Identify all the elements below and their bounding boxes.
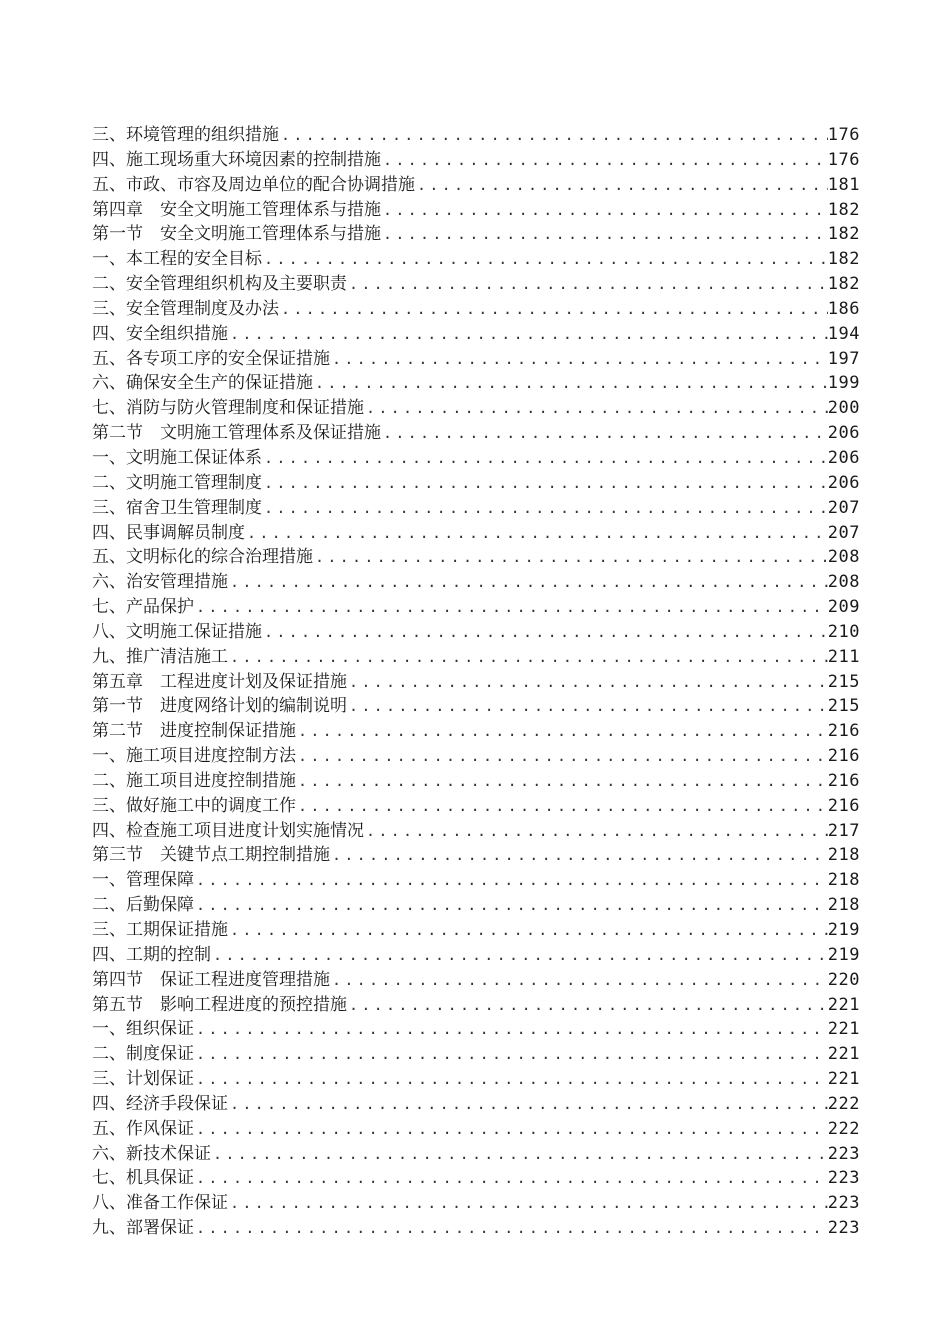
toc-entry-title: 六、确保安全生产的保证措施 [92,373,313,394]
toc-dot-leader [381,421,828,446]
toc-dot-leader [194,1166,828,1191]
toc-entry[interactable] [92,1216,860,1241]
toc-dot-leader [245,521,828,546]
toc-entry-page-number: 206 [827,423,860,444]
toc-entry-page-number: 217 [827,820,860,841]
toc-entry[interactable] [92,893,860,918]
toc-entry[interactable] [92,198,860,223]
toc-entry-title: 六、治安管理措施 [92,572,228,593]
toc-entry-page-number: 182 [827,249,860,270]
toc-dot-leader [279,123,828,148]
toc-entry-title: 七、消防与防火管理制度和保证措施 [92,398,364,419]
toc-entry[interactable] [92,1042,860,1067]
toc-entry-title: 五、市政、市容及周边单位的配合协调措施 [92,174,415,195]
toc-entry[interactable] [92,322,860,347]
toc-entry-page-number: 194 [827,323,860,344]
toc-entry-title: 一、组织保证 [92,1019,194,1040]
toc-entry[interactable] [92,446,860,471]
toc-entry-page-number: 176 [827,149,860,170]
toc-entry-title: 五、各专项工序的安全保证措施 [92,348,330,369]
toc-entry-title: 四、经济手段保证 [92,1093,228,1114]
toc-entry-title: 七、机具保证 [92,1168,194,1189]
toc-entry-page-number: 223 [827,1193,860,1214]
toc-entry-title: 八、文明施工保证措施 [92,621,262,642]
toc-entry[interactable] [92,471,860,496]
toc-dot-leader [313,371,828,396]
toc-entry-page-number: 218 [827,845,860,866]
toc-dot-leader [194,1017,828,1042]
toc-entry[interactable] [92,993,860,1018]
toc-entry-title: 二、安全管理组织机构及主要职责 [92,274,347,295]
toc-entry-page-number: 219 [827,944,860,965]
toc-entry[interactable] [92,1092,860,1117]
toc-dot-leader [330,347,828,372]
toc-entry[interactable] [92,396,860,421]
toc-entry[interactable] [92,1191,860,1216]
toc-entry-title: 第一节 安全文明施工管理体系与措施 [92,224,381,245]
toc-entry[interactable] [92,297,860,322]
toc-entry[interactable] [92,272,860,297]
toc-dot-leader [262,247,828,272]
toc-entry[interactable] [92,247,860,272]
toc-entry-page-number: 209 [827,597,860,618]
toc-dot-leader [194,1117,828,1142]
toc-entry-page-number: 223 [827,1143,860,1164]
toc-dot-leader [262,446,828,471]
toc-entry-page-number: 219 [827,920,860,940]
toc-entry[interactable] [92,521,860,546]
toc-entry[interactable] [92,595,860,620]
toc-entry-page-number: 223 [827,1218,860,1239]
toc-entry[interactable] [92,670,860,695]
toc-entry-title: 三、做好施工中的调度工作 [92,795,296,816]
toc-entry[interactable] [92,819,860,844]
toc-entry-page-number: 220 [827,969,860,990]
toc-entry-page-number: 215 [827,696,860,717]
toc-dot-leader [228,918,828,943]
toc-entry-page-number: 182 [827,199,860,220]
toc-entry-page-number: 181 [827,174,860,195]
toc-entry[interactable] [92,123,860,148]
toc-entry-page-number: 206 [827,447,860,468]
toc-dot-leader [228,570,828,595]
toc-dot-leader [262,496,828,521]
toc-entry-title: 一、管理保障 [92,870,194,891]
toc-entry-title: 七、产品保护 [92,597,194,618]
toc-entry-title: 二、文明施工管理制度 [92,472,262,493]
toc-dot-leader [296,769,828,794]
toc-entry-page-number: 208 [827,547,860,568]
toc-entry[interactable] [92,620,860,645]
toc-entry-page-number: 182 [827,274,860,295]
toc-entry-title: 第五节 影响工程进度的预控措施 [92,994,347,1015]
toc-entry-page-number: 197 [827,348,860,369]
toc-dot-leader [194,893,828,918]
toc-entry-title: 第一节 进度网络计划的编制说明 [92,696,347,717]
toc-entry-title: 三、工期保证措施 [92,920,228,940]
toc-entry-title: 四、检查施工项目进度计划实施情况 [92,820,364,841]
toc-dot-leader [347,993,828,1018]
toc-dot-leader [296,794,828,819]
toc-entry-title: 一、本工程的安全目标 [92,249,262,270]
toc-entry-page-number: 218 [827,870,860,891]
toc-entry-title: 三、环境管理的组织措施 [92,125,279,145]
toc-entry-title: 四、工期的控制 [92,944,211,965]
toc-entry[interactable] [92,1166,860,1191]
toc-entry[interactable] [92,222,860,247]
toc-entry-page-number: 207 [827,497,860,518]
toc-entry-title: 五、文明标化的综合治理措施 [92,547,313,568]
toc-dot-leader [228,322,828,347]
toc-entry[interactable] [92,148,860,173]
toc-entry[interactable] [92,744,860,769]
toc-entry-title: 九、推广清洁施工 [92,646,228,667]
toc-dot-leader [228,1092,828,1117]
toc-entry-title: 三、计划保证 [92,1069,194,1090]
toc-dot-leader [364,819,828,844]
toc-entry[interactable] [92,570,860,595]
toc-entry-page-number: 218 [827,895,860,916]
toc-dot-leader [194,1067,828,1092]
toc-entry[interactable] [92,918,860,943]
toc-dot-leader [194,1042,828,1067]
toc-dot-leader [330,968,828,993]
toc-dot-leader [347,272,828,297]
toc-entry-page-number: 186 [827,298,860,319]
toc-entry-page-number: 207 [827,522,860,543]
toc-entry-title: 二、制度保证 [92,1044,194,1065]
toc-entry[interactable] [92,694,860,719]
toc-entry-page-number: 222 [827,1118,860,1139]
toc-dot-leader [347,694,828,719]
toc-entry[interactable] [92,719,860,744]
toc-entry[interactable] [92,1067,860,1092]
toc-dot-leader [194,595,828,620]
toc-entry-title: 五、作风保证 [92,1118,194,1139]
toc-entry[interactable] [92,968,860,993]
toc-entry-page-number: 216 [827,721,860,742]
toc-entry-page-number: 221 [827,1044,860,1065]
toc-entry[interactable] [92,545,860,570]
toc-entry-title: 第四节 保证工程进度管理措施 [92,969,330,990]
toc-entry-title: 四、民事调解员制度 [92,522,245,543]
toc-entry-title: 一、文明施工保证体系 [92,447,262,468]
toc-entry-page-number: 222 [827,1093,860,1114]
toc-entry-page-number: 176 [827,125,860,145]
toc-entry[interactable] [92,645,860,670]
table-of-contents [92,123,860,1241]
toc-entry-title: 三、安全管理制度及办法 [92,298,279,319]
toc-entry-page-number: 216 [827,770,860,791]
toc-entry[interactable] [92,868,860,893]
toc-dot-leader [211,1142,828,1167]
toc-dot-leader [228,645,828,670]
toc-dot-leader [347,670,828,695]
toc-dot-leader [330,843,828,868]
toc-entry-title: 九、部署保证 [92,1218,194,1239]
toc-entry[interactable] [92,769,860,794]
toc-dot-leader [313,545,828,570]
toc-entry[interactable] [92,943,860,968]
toc-dot-leader [194,868,828,893]
toc-dot-leader [279,297,828,322]
toc-entry-title: 六、新技术保证 [92,1143,211,1164]
toc-entry-page-number: 223 [827,1168,860,1189]
toc-entry[interactable] [92,496,860,521]
toc-entry-page-number: 206 [827,472,860,493]
toc-entry-page-number: 208 [827,572,860,593]
toc-dot-leader [415,173,828,198]
toc-entry-title: 一、施工项目进度控制方法 [92,746,296,767]
toc-entry-page-number: 210 [827,621,860,642]
toc-entry-page-number: 216 [827,795,860,816]
toc-dot-leader [296,744,828,769]
toc-dot-leader [228,1191,828,1216]
toc-entry-page-number: 216 [827,746,860,767]
toc-entry-title: 四、安全组织措施 [92,323,228,344]
toc-entry-title: 二、施工项目进度控制措施 [92,770,296,791]
toc-entry[interactable] [92,371,860,396]
toc-dot-leader [262,620,828,645]
toc-entry[interactable] [92,347,860,372]
toc-entry[interactable] [92,421,860,446]
toc-entry-title: 三、宿舍卫生管理制度 [92,497,262,518]
toc-entry-page-number: 221 [827,1019,860,1040]
toc-dot-leader [211,943,828,968]
toc-entry-title: 二、后勤保障 [92,895,194,916]
toc-entry[interactable] [92,1117,860,1142]
toc-entry[interactable] [92,794,860,819]
toc-entry-page-number: 211 [827,646,860,667]
toc-entry-page-number: 215 [827,671,860,692]
toc-dot-leader [381,222,828,247]
toc-entry[interactable] [92,1142,860,1167]
toc-dot-leader [194,1216,828,1241]
toc-entry-title: 四、施工现场重大环境因素的控制措施 [92,149,381,170]
toc-dot-leader [296,719,828,744]
toc-dot-leader [364,396,828,421]
toc-dot-leader [381,198,828,223]
toc-entry-title: 第二节 文明施工管理体系及保证措施 [92,423,381,444]
toc-entry-title: 第三节 关键节点工期控制措施 [92,845,330,866]
toc-entry-title: 第四章 安全文明施工管理体系与措施 [92,199,381,220]
toc-entry-page-number: 199 [827,373,860,394]
toc-entry-page-number: 182 [827,224,860,245]
toc-entry-title: 第五章 工程进度计划及保证措施 [92,671,347,692]
toc-entry-page-number: 221 [827,1069,860,1090]
toc-entry[interactable] [92,173,860,198]
toc-entry[interactable] [92,1017,860,1042]
toc-entry-page-number: 200 [827,398,860,419]
toc-entry-title: 第二节 进度控制保证措施 [92,721,296,742]
toc-entry-title: 八、准备工作保证 [92,1193,228,1214]
toc-entry-page-number: 221 [827,994,860,1015]
toc-dot-leader [262,471,828,496]
toc-entry[interactable] [92,843,860,868]
toc-dot-leader [381,148,828,173]
